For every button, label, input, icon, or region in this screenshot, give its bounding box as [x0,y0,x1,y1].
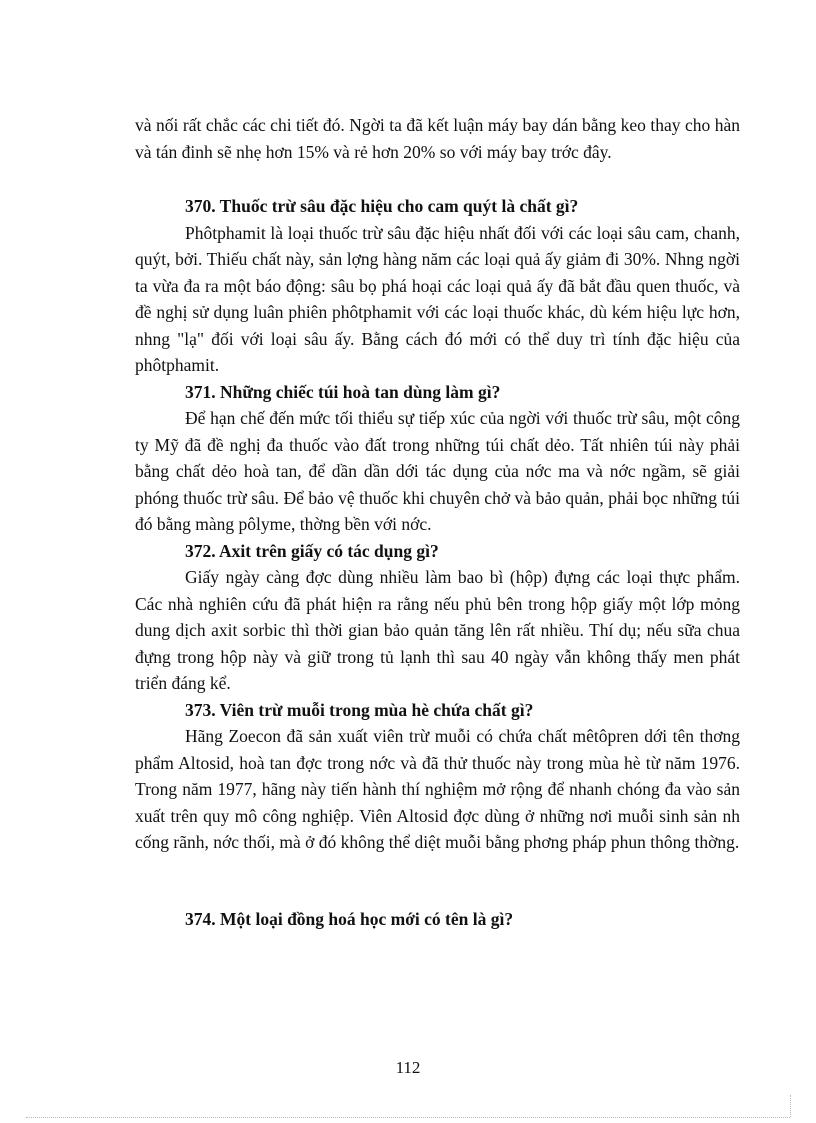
section-gap [135,856,740,906]
intro-paragraph: và nối rất chắc các chi tiết đó. Ngời ta đã kết luận máy bay dán bằng keo thay cho hàn và tán đinh sẽ nhẹ hơn 15% và rẻ hơn 20% so với máy bay trớc đây. [135,115,740,162]
section-body-372: Giấy ngày càng đợc dùng nhiều làm bao bì (hộp) đựng các loại thực phẩm. Các nhà nghiên cứu đã phát hiện ra rằng nếu phủ bên trong hộp giấy một lớp mỏng dung dịch axit sorbic thì thời gian bảo quản tăng lên rất nhiều. Thí dụ; nếu sữa chua đựng trong hộp này và giữ trong tủ lạnh thì sau 40 ngày vẫn không thấy men phát triển đáng kể. [135,567,740,693]
section-heading-372: 372. Axit trên giấy có tác dụng gì? [185,540,439,561]
page-content [135,112,740,932]
section-gap [135,165,740,193]
page-border-bottom [26,1117,790,1118]
section-heading-370: 370. Thuốc trừ sâu đặc hiệu cho cam quýt là chất gì? [185,196,579,216]
section-body-373: Hãng Zoecon đã sản xuất viên trừ muỗi có chứa chất mêtôpren dới tên thơng phẩm Altosid, hoà tan đợc trong nớc và đã thử thuốc này trong mùa hè từ năm 1976. Trong năm 1977, hãng này tiến hành thí nghiệm mở rộng để nhanh chóng đa vào sản xuất trên quy mô công nghiệp. Viên Altosid đợc dùng ở những nơi muỗi sinh sản nh cống rãnh, nớc thối, mà ở đó không thể diệt muỗi bằng phơng pháp phun thông thờng. [135,726,740,852]
page-number: 112 [395,1058,421,1077]
section-heading-374: 374. Một loại đồng hoá học mới có tên là gì? [185,908,514,929]
section-body-370: Phôtphamit là loại thuốc trừ sâu đặc hiệu nhất đối với các loại sâu cam, chanh, quýt, bởi. Thiếu chất này, sản lợng hàng năm các loại quả ấy giảm đi 30%. Nhng ngời ta vừa đa ra một báo động: sâu bọ phá hoại các loại quả ấy đã bắt đầu quen thuốc, và đề nghị sử dụng luân phiên phôtphamit với các loại thuốc khác, dù kém hiệu lực hơn, nhng "lạ" đối với loại sâu ấy. Bằng cách đó mới có thể duy trì tính đặc hiệu của phôtphamit. [135,222,740,375]
page-border-right [790,1095,791,1117]
section-heading-371: 371. Những chiếc túi hoà tan dùng làm gì? [185,381,501,402]
section-heading-373: 373. Viên trừ muỗi trong mùa hè chứa chất gì? [185,699,534,720]
section-body-371: Để hạn chế đến mức tối thiểu sự tiếp xúc của ngời với thuốc trừ sâu, một công ty Mỹ đã đề nghị đa thuốc vào đất trong những túi chất dẻo. Tất nhiên túi này phải bằng chất dẻo hoà tan, để dần dần dới tác dụng của nớc ma và nớc ngầm, sẽ giải phóng thuốc trừ sâu. Để bảo vệ thuốc khi chuyên chở và bảo quản, phải bọc những túi đó bằng màng pôlyme, thờng bền với nớc. [135,408,740,534]
